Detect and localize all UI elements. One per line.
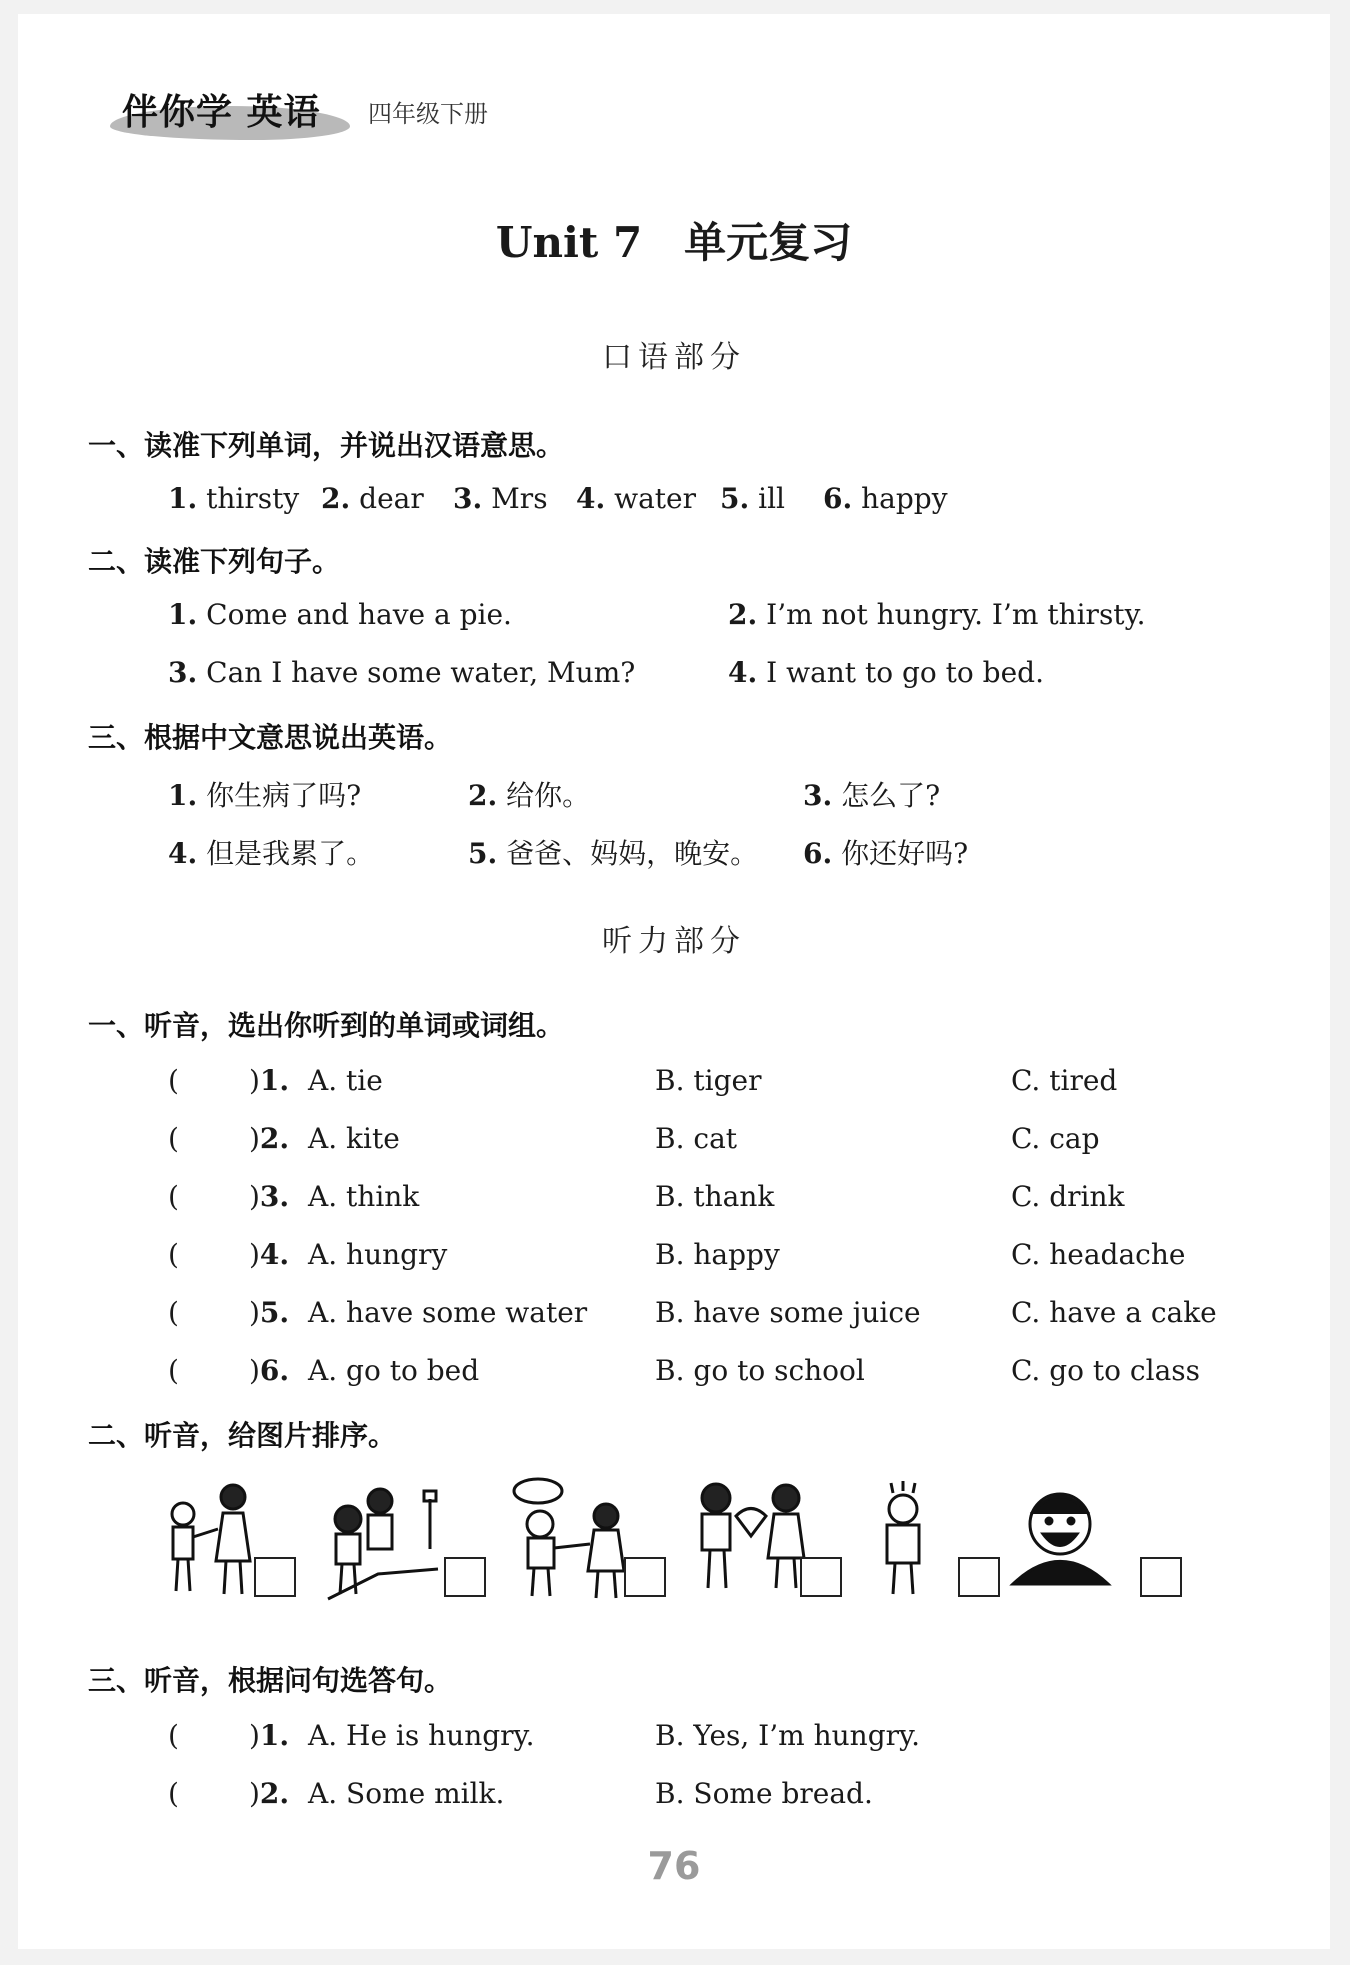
option-a: A. Some milk. xyxy=(308,1777,505,1810)
option-b: B. have some juice xyxy=(655,1296,921,1329)
option-a: A. hungry xyxy=(308,1238,448,1271)
picture-going-to-school xyxy=(318,1479,443,1604)
option-b: B. go to school xyxy=(655,1354,865,1387)
option-b: B. happy xyxy=(655,1238,780,1271)
choice-row: ( )3. xyxy=(168,1180,290,1213)
workbook-page xyxy=(18,14,1330,1949)
order-box[interactable] xyxy=(1140,1557,1182,1597)
picture-mother-gives-pie xyxy=(148,1479,268,1604)
section-heading-speaking: 口语部分 xyxy=(602,340,746,375)
order-box[interactable] xyxy=(800,1557,842,1597)
grade-label: 四年级下册 xyxy=(368,100,488,128)
option-b: B. thank xyxy=(655,1180,775,1213)
page-title: Unit 7 单元复习 xyxy=(495,218,853,267)
picture-two-children-fan xyxy=(686,1476,816,1604)
question-title: 二、读准下列句子。 xyxy=(88,545,341,578)
brand-logo: 伴你学 英语 xyxy=(122,92,321,133)
question-title: 三、根据中文意思说出英语。 xyxy=(88,721,453,754)
translation-item: 4. 但是我累了。 xyxy=(168,837,375,870)
translation-item: 2. 给你。 xyxy=(468,779,591,812)
choice-row: ( )1. xyxy=(168,1719,290,1752)
option-c: C. go to class xyxy=(1011,1354,1200,1387)
option-b: B. tiger xyxy=(655,1064,762,1097)
sentence-item: 2. I’m not hungry. I’m thirsty. xyxy=(728,598,1146,631)
answer-blank[interactable]: ( ) xyxy=(168,1354,260,1387)
order-box[interactable] xyxy=(444,1557,486,1597)
translation-item: 3. 怎么了? xyxy=(803,779,941,812)
choice-row: ( )1. xyxy=(168,1064,290,1097)
option-a: A. go to bed xyxy=(308,1354,480,1387)
option-a: A. He is hungry. xyxy=(308,1719,535,1752)
translation-item: 1. 你生病了吗? xyxy=(168,779,362,812)
choice-row: ( )4. xyxy=(168,1238,290,1271)
order-box[interactable] xyxy=(624,1557,666,1597)
question-title: 二、听音，给图片排序。 xyxy=(88,1419,397,1452)
option-a: A. tie xyxy=(308,1064,383,1097)
word-item: 4. water xyxy=(576,482,697,515)
question-title: 一、听音，选出你听到的单词或词组。 xyxy=(88,1009,565,1042)
option-b: B. Yes, I’m hungry. xyxy=(655,1719,921,1752)
section-heading-listening: 听力部分 xyxy=(602,924,746,959)
option-b: B. cat xyxy=(655,1122,738,1155)
answer-blank[interactable]: ( ) xyxy=(168,1064,260,1097)
option-c: C. headache xyxy=(1011,1238,1186,1271)
option-a: A. think xyxy=(308,1180,420,1213)
word-item: 3. Mrs xyxy=(453,482,548,515)
translation-item: 5. 爸爸、妈妈，晚安。 xyxy=(468,837,759,870)
answer-blank[interactable]: ( ) xyxy=(168,1777,260,1810)
page-number: 76 xyxy=(647,1844,701,1888)
choice-row: ( )2. xyxy=(168,1777,290,1810)
answer-blank[interactable]: ( ) xyxy=(168,1296,260,1329)
sentence-item: 3. Can I have some water, Mum? xyxy=(168,656,636,689)
word-item: 2. dear xyxy=(321,482,424,515)
word-item: 5. ill xyxy=(720,482,786,515)
picture-happy-boy xyxy=(1003,1479,1118,1589)
question-title: 三、听音，根据问句选答句。 xyxy=(88,1664,453,1697)
choice-row: ( )5. xyxy=(168,1296,290,1329)
choice-row: ( )2. xyxy=(168,1122,290,1155)
answer-blank[interactable]: ( ) xyxy=(168,1238,260,1271)
question-title: 一、读准下列单词，并说出汉语意思。 xyxy=(88,429,565,462)
answer-blank[interactable]: ( ) xyxy=(168,1122,260,1155)
answer-blank[interactable]: ( ) xyxy=(168,1180,260,1213)
option-c: C. drink xyxy=(1011,1180,1125,1213)
answer-blank[interactable]: ( ) xyxy=(168,1719,260,1752)
option-c: C. have a cake xyxy=(1011,1296,1217,1329)
sentence-item: 4. I want to go to bed. xyxy=(728,656,1044,689)
order-box[interactable] xyxy=(958,1557,1000,1597)
order-box[interactable] xyxy=(254,1557,296,1597)
sentence-item: 1. Come and have a pie. xyxy=(168,598,512,631)
choice-row: ( )6. xyxy=(168,1354,290,1387)
option-c: C. tired xyxy=(1011,1064,1118,1097)
word-item: 1. thirsty xyxy=(168,482,300,515)
option-a: A. have some water xyxy=(308,1296,588,1329)
picture-child-cold xyxy=(863,1479,943,1604)
option-a: A. kite xyxy=(308,1122,400,1155)
picture-thinking-drink xyxy=(508,1476,638,1604)
word-item: 6. happy xyxy=(823,482,948,515)
option-c: C. cap xyxy=(1011,1122,1100,1155)
translation-item: 6. 你还好吗? xyxy=(803,837,969,870)
option-b: B. Some bread. xyxy=(655,1777,873,1810)
